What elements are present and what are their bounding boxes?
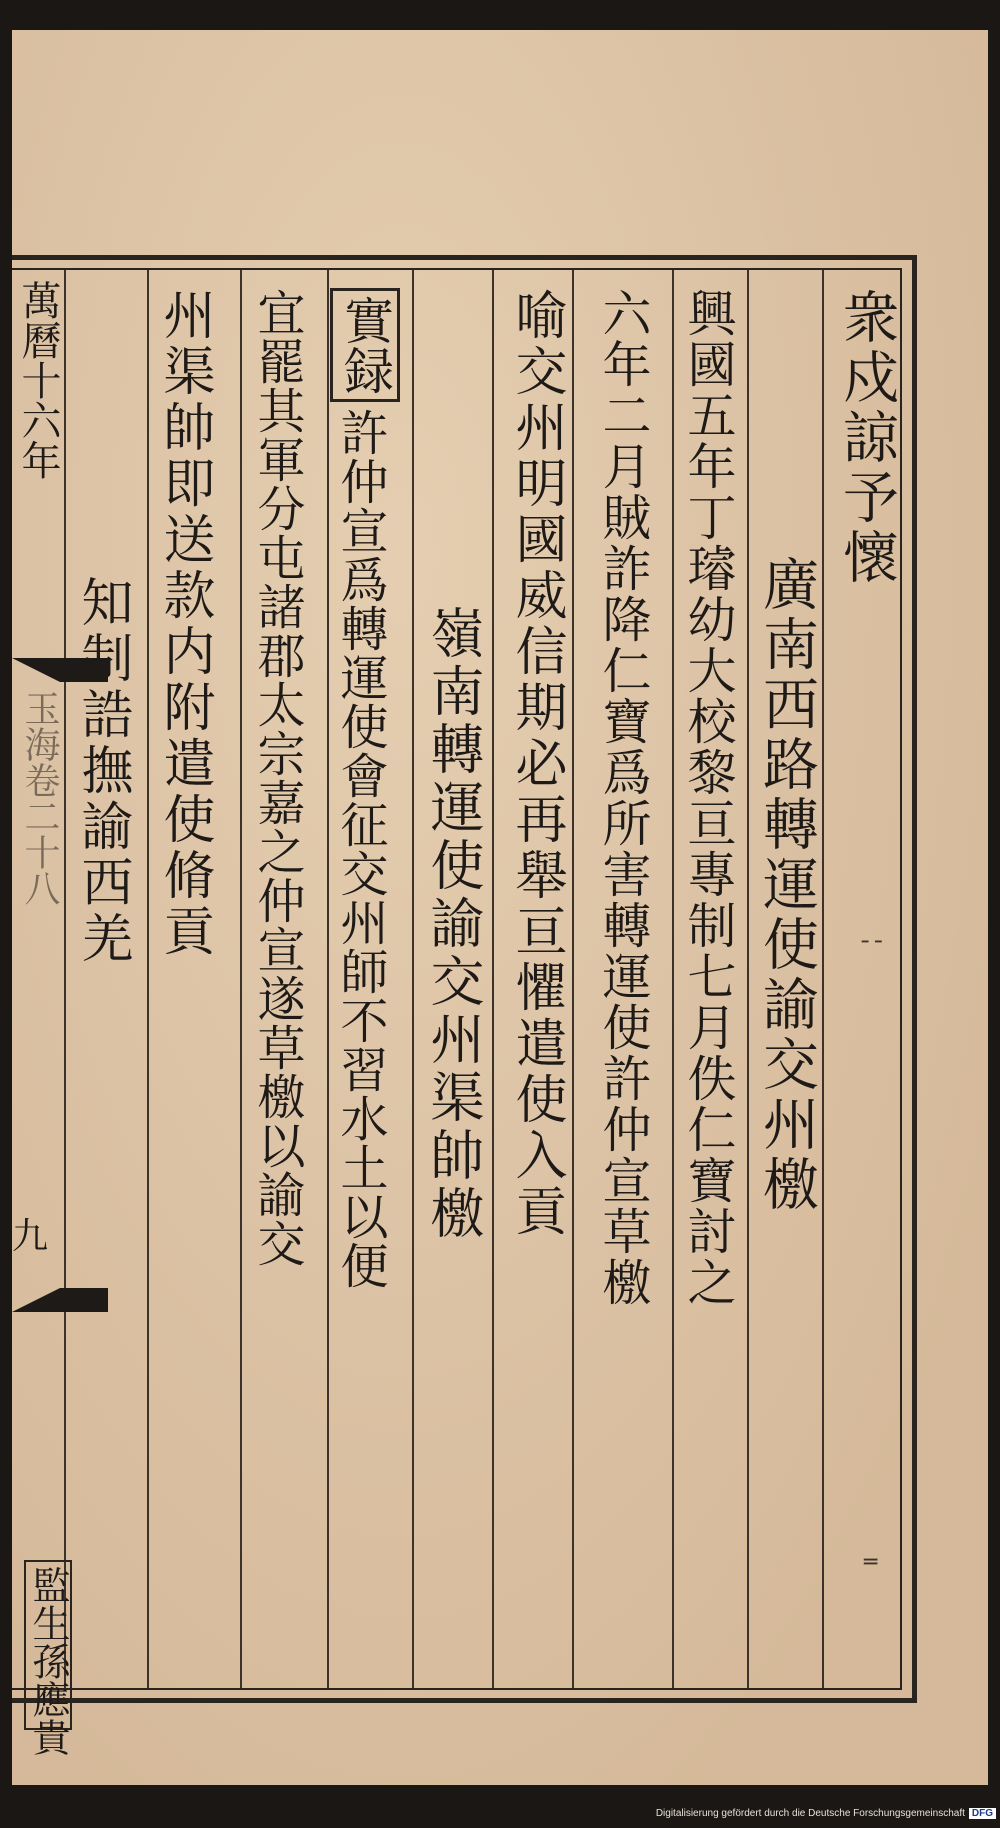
text-column-8: 宜罷其軍分屯諸郡太宗嘉之仲宣遂草檄以諭交: [249, 288, 305, 1268]
column-rule: [240, 270, 242, 1688]
footer-text: Digitalisierung gefördert durch die Deutsche Forschungsgemeinschaft: [655, 1808, 965, 1819]
carver-name-label: 監生孫應貴: [24, 1560, 72, 1730]
text-column-6: 嶺南轉運使諭交州渠帥檄: [422, 605, 485, 1243]
text-column-7-body: 許仲宣爲轉運使會征交州師不習水土以便: [332, 408, 388, 1290]
book-page: [12, 30, 988, 1785]
text-column-4: 六年二月賊詐降仁寶爲所害轉運使許仲宣草檄: [595, 288, 652, 1308]
digitization-footer: [600, 1808, 996, 1826]
column-rule: [327, 270, 329, 1688]
source-label-box: 實録: [330, 288, 400, 402]
text-column-1: 衆戍諒予懷: [834, 288, 899, 588]
column-rule: [822, 270, 824, 1688]
dfg-logo-icon: DFG: [969, 1808, 996, 1819]
column-rule: [747, 270, 749, 1688]
fish-tail-mark-bottom: [12, 1288, 108, 1312]
leaf-number: 九: [12, 1216, 49, 1257]
column-rule: [147, 270, 149, 1688]
text-column-5: 喻交州明國威信期必再舉亘懼遣使入貢: [506, 288, 566, 1240]
column-rule: [492, 270, 494, 1688]
text-column-3: 興國五年丁璿幼大校黎亘專制七月佚仁寶討之: [680, 288, 737, 1308]
column-rule: [412, 270, 414, 1688]
faint-mark: ╴╴: [862, 930, 889, 955]
text-column-10: 知制誥撫諭西羌: [72, 575, 132, 967]
faint-mark: ═: [864, 1550, 878, 1575]
column-rule: [672, 270, 674, 1688]
column-rule: [64, 270, 66, 1688]
text-column-7: [330, 288, 410, 1698]
margin-title-label: 玉海卷二十八: [19, 690, 60, 906]
text-column-9: 州渠帥即送款内附遣使脩貢: [154, 288, 214, 960]
margin-era-label: 萬曆十六年: [15, 280, 61, 480]
text-column-2: 廣南西路轉運使諭交州檄: [754, 555, 819, 1215]
column-rule: [572, 270, 574, 1688]
fish-tail-mark-top: [12, 658, 108, 682]
